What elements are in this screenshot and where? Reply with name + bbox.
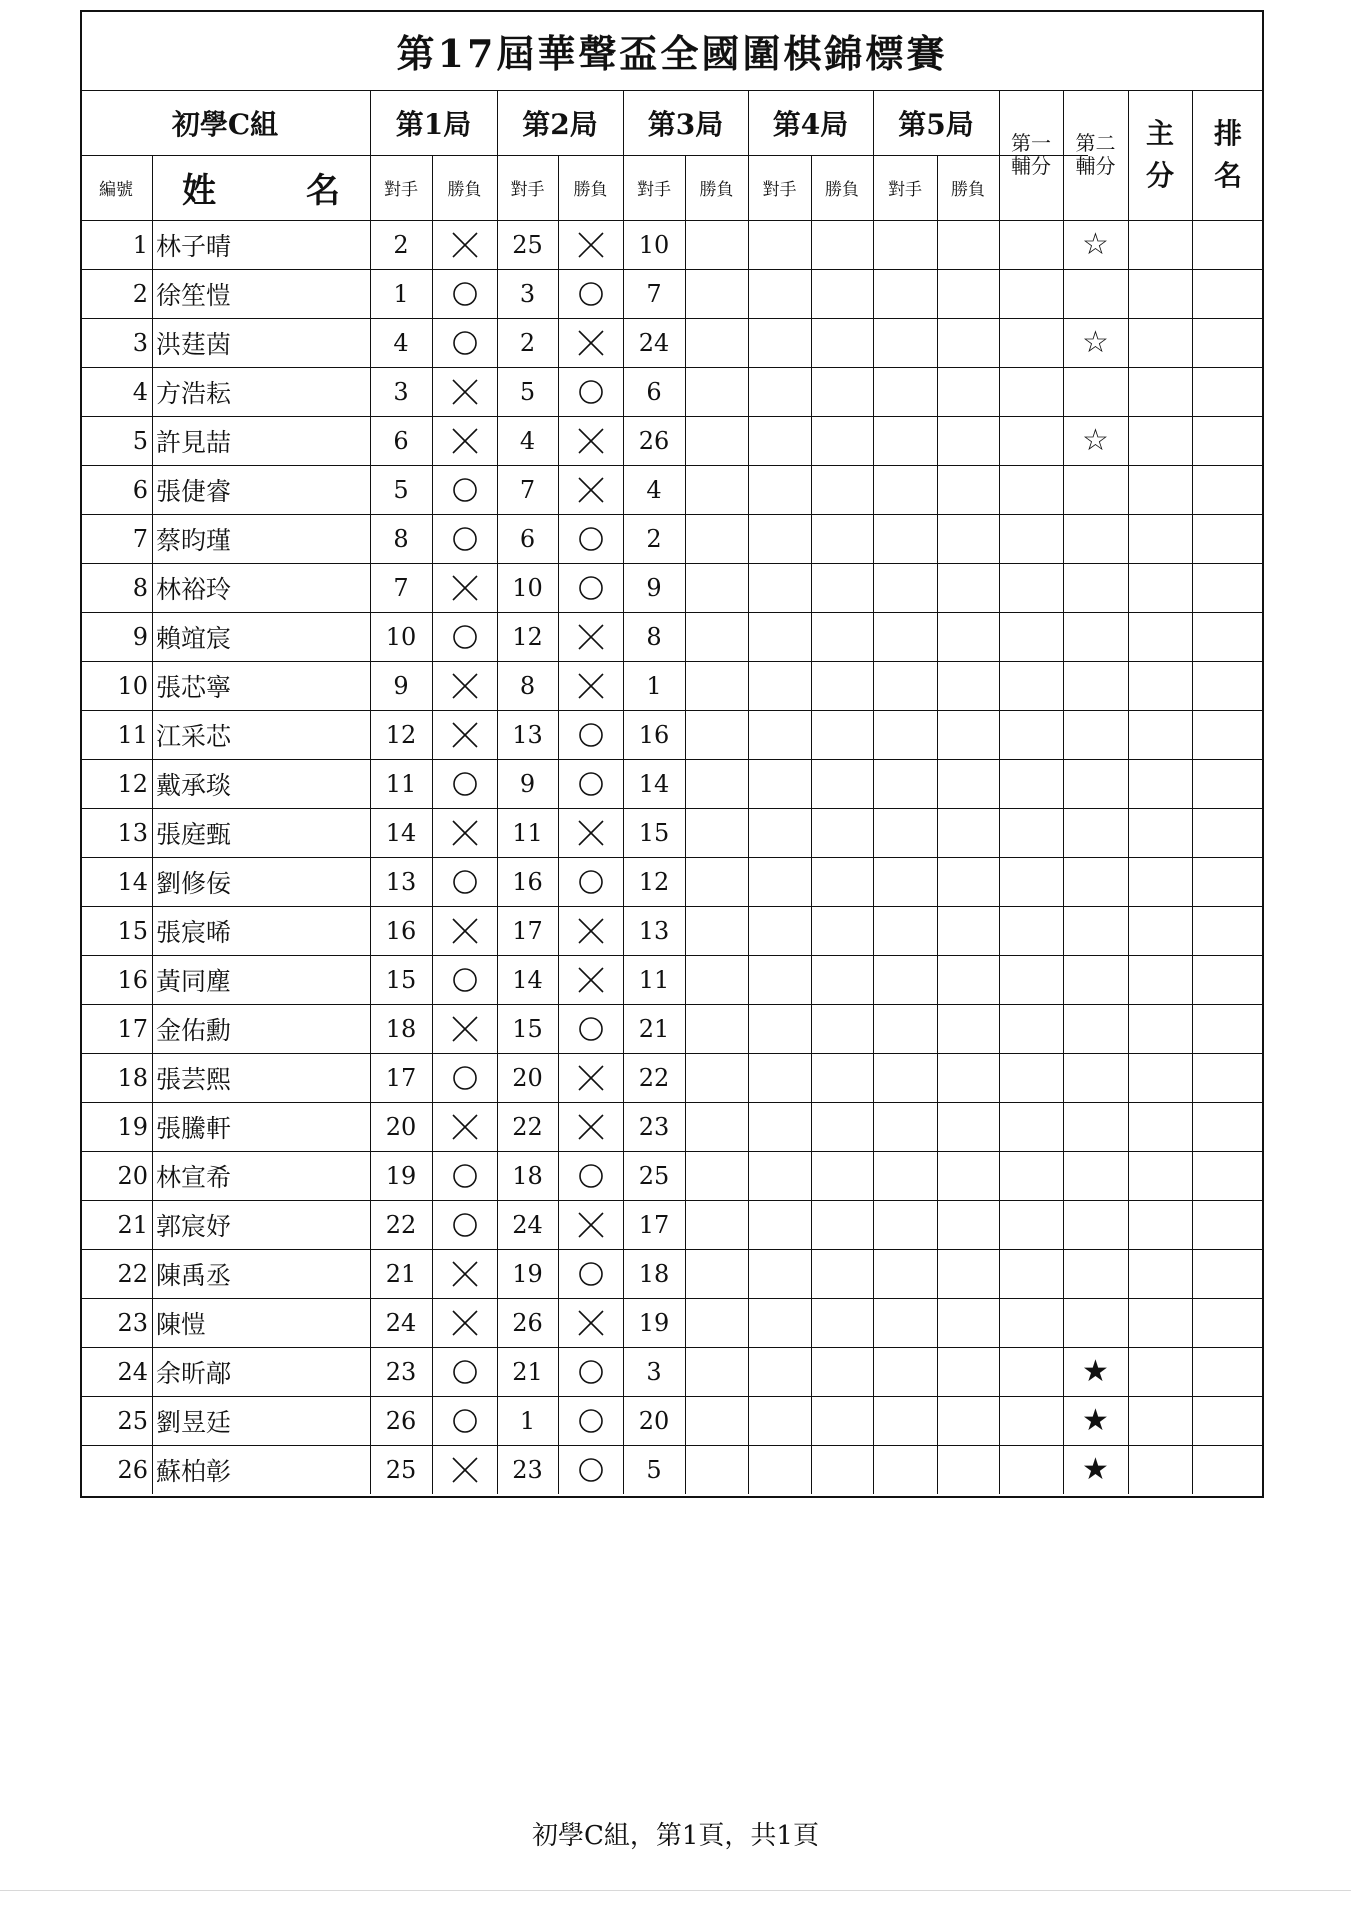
opponent-number: 16 xyxy=(385,916,417,945)
player-name: 林宣希 xyxy=(156,1162,232,1192)
player-number: 24 xyxy=(117,1357,148,1386)
game-result xyxy=(558,563,623,612)
player-name: 張宸晞 xyxy=(156,917,232,947)
grid-line xyxy=(748,90,749,1494)
player-number: 14 xyxy=(117,867,148,896)
game-result xyxy=(558,1396,623,1445)
player-number: 25 xyxy=(117,1406,148,1435)
loss-cross-icon xyxy=(450,1112,480,1142)
aux-score-1-header-line2: 輔分 xyxy=(1011,154,1051,178)
opponent-header: 對手 xyxy=(888,180,922,200)
player-name: 戴承琰 xyxy=(156,770,232,800)
player-name: 郭宸妤 xyxy=(156,1211,232,1241)
player-number: 11 xyxy=(117,720,148,749)
main-score-header-line2: 分 xyxy=(1145,159,1174,192)
game-result xyxy=(432,955,497,1004)
opponent-number: 14 xyxy=(512,965,543,994)
game-result xyxy=(432,1053,497,1102)
player-name: 江采芯 xyxy=(156,721,232,751)
opponent-number: 20 xyxy=(638,1406,670,1435)
game-result xyxy=(558,465,623,514)
round-header: 第3局 xyxy=(647,107,724,141)
loss-cross-icon xyxy=(450,377,480,407)
opponent-number: 7 xyxy=(646,279,662,308)
grid-line xyxy=(999,90,1000,1494)
game-result xyxy=(558,808,623,857)
loss-cross-icon xyxy=(450,671,480,701)
opponent-number: 22 xyxy=(512,1112,543,1141)
hollow-star-icon: ☆ xyxy=(1082,423,1109,458)
game-result xyxy=(558,1445,623,1494)
player-name: 張芯寧 xyxy=(156,672,232,702)
grid-line xyxy=(1128,90,1129,1494)
opponent-number: 18 xyxy=(638,1259,670,1288)
opponent-header: 對手 xyxy=(384,180,418,200)
win-circle-icon xyxy=(576,720,606,750)
filled-star-icon: ★ xyxy=(1082,1354,1109,1389)
main-score-header xyxy=(1128,90,1192,220)
player-number: 15 xyxy=(117,916,148,945)
opponent-number: 22 xyxy=(385,1210,417,1239)
opponent-number: 2 xyxy=(519,328,536,357)
opponent-number: 4 xyxy=(519,426,536,455)
opponent-number: 9 xyxy=(519,769,536,798)
page-footer: 初學C組，第1頁，共1頁 xyxy=(532,1821,819,1851)
opponent-number: 13 xyxy=(385,867,417,896)
win-circle-icon xyxy=(450,1063,480,1093)
player-number: 5 xyxy=(132,426,148,455)
opponent-number: 17 xyxy=(638,1210,670,1239)
game-result xyxy=(432,220,497,269)
opponent-number: 19 xyxy=(638,1308,670,1337)
result-header: 勝負 xyxy=(447,180,482,200)
loss-cross-icon xyxy=(576,1112,606,1142)
opponent-number: 10 xyxy=(638,230,670,259)
opponent-number: 1 xyxy=(519,1406,536,1435)
game-result xyxy=(432,416,497,465)
rank-header-line1: 排 xyxy=(1213,117,1242,150)
opponent-number: 15 xyxy=(638,818,670,847)
opponent-number: 4 xyxy=(646,475,662,504)
player-name: 余昕鄗 xyxy=(156,1358,232,1388)
opponent-number: 5 xyxy=(646,1455,662,1484)
win-circle-icon xyxy=(576,279,606,309)
player-name: 劉修佞 xyxy=(156,868,232,898)
opponent-number: 15 xyxy=(512,1014,543,1043)
tournament-title: 第17屆華聲盃全國圍棋錦標賽 xyxy=(396,30,948,76)
loss-cross-icon xyxy=(576,475,606,505)
player-number: 23 xyxy=(117,1308,148,1337)
opponent-number: 3 xyxy=(519,279,536,308)
game-result xyxy=(558,1298,623,1347)
game-result xyxy=(558,367,623,416)
name-header-char: 姓 xyxy=(182,171,216,211)
game-result xyxy=(432,1396,497,1445)
game-result xyxy=(432,269,497,318)
game-result xyxy=(558,1102,623,1151)
game-result xyxy=(432,710,497,759)
name-header-char: 名 xyxy=(306,171,340,211)
player-number: 7 xyxy=(132,524,148,553)
opponent-number: 8 xyxy=(646,622,662,651)
game-result xyxy=(558,416,623,465)
opponent-number: 6 xyxy=(393,426,409,455)
opponent-number: 13 xyxy=(512,720,543,749)
game-result xyxy=(558,1004,623,1053)
game-result xyxy=(432,808,497,857)
player-name: 張倢睿 xyxy=(156,476,232,506)
main-score-header-line1: 主 xyxy=(1145,117,1174,150)
opponent-number: 24 xyxy=(512,1210,543,1239)
player-name: 賴竩宸 xyxy=(156,623,232,653)
grid-line xyxy=(937,155,938,1494)
player-name: 張庭甄 xyxy=(156,819,232,849)
opponent-number: 24 xyxy=(385,1308,417,1337)
opponent-number: 6 xyxy=(519,524,536,553)
opponent-header: 對手 xyxy=(762,180,797,200)
player-number: 4 xyxy=(132,377,148,406)
opponent-number: 7 xyxy=(519,475,536,504)
opponent-number: 21 xyxy=(512,1357,543,1386)
game-result xyxy=(558,1053,623,1102)
player-name: 方浩耘 xyxy=(156,378,232,408)
loss-cross-icon xyxy=(576,671,606,701)
game-result xyxy=(558,710,623,759)
win-circle-icon xyxy=(450,965,480,995)
opponent-number: 15 xyxy=(385,965,417,994)
loss-cross-icon xyxy=(576,622,606,652)
opponent-number: 2 xyxy=(646,524,662,553)
round-header: 第5局 xyxy=(898,107,974,141)
game-result xyxy=(432,906,497,955)
game-result xyxy=(558,1151,623,1200)
player-number: 9 xyxy=(132,622,148,651)
player-number: 18 xyxy=(117,1063,148,1092)
opponent-number: 25 xyxy=(638,1161,670,1190)
win-circle-icon xyxy=(450,1357,480,1387)
game-result xyxy=(558,857,623,906)
player-name: 林子晴 xyxy=(156,231,232,261)
win-circle-icon xyxy=(450,1161,480,1191)
player-name: 金佑勳 xyxy=(156,1015,232,1045)
game-result xyxy=(558,759,623,808)
opponent-number: 20 xyxy=(385,1112,417,1141)
grid-line xyxy=(1063,90,1064,1494)
opponent-number: 12 xyxy=(385,720,417,749)
win-circle-icon xyxy=(576,867,606,897)
aux-score-1-header xyxy=(999,90,1063,220)
player-name: 徐笙愷 xyxy=(156,280,232,310)
opponent-number: 19 xyxy=(512,1259,543,1288)
opponent-number: 21 xyxy=(385,1259,417,1288)
result-header: 勝負 xyxy=(951,180,985,200)
group-name: 初學C組 xyxy=(171,107,279,141)
opponent-number: 11 xyxy=(638,965,670,994)
loss-cross-icon xyxy=(576,230,606,260)
game-result xyxy=(432,612,497,661)
player-number: 8 xyxy=(132,573,148,602)
opponent-number: 5 xyxy=(519,377,536,406)
opponent-header: 對手 xyxy=(510,180,545,200)
player-name: 蔡昀瑾 xyxy=(156,525,232,555)
player-name: 許見喆 xyxy=(156,427,232,457)
opponent-number: 8 xyxy=(393,524,409,553)
opponent-number: 9 xyxy=(393,671,409,700)
win-circle-icon xyxy=(450,475,480,505)
opponent-number: 4 xyxy=(393,328,409,357)
player-number: 21 xyxy=(117,1210,148,1239)
player-name: 林裕玲 xyxy=(156,574,232,604)
game-result xyxy=(432,759,497,808)
player-name: 劉昱廷 xyxy=(156,1407,232,1437)
opponent-number: 7 xyxy=(393,573,409,602)
win-circle-icon xyxy=(576,377,606,407)
round-header: 第2局 xyxy=(522,107,598,141)
game-result xyxy=(432,1445,497,1494)
game-result xyxy=(432,1200,497,1249)
aux-score-2-header-line2: 輔分 xyxy=(1075,154,1116,178)
opponent-number: 23 xyxy=(638,1112,670,1141)
result-header: 勝負 xyxy=(573,180,608,200)
opponent-number: 26 xyxy=(638,426,670,455)
win-circle-icon xyxy=(576,769,606,799)
game-result xyxy=(432,318,497,367)
opponent-number: 26 xyxy=(512,1308,543,1337)
opponent-number: 26 xyxy=(385,1406,417,1435)
game-result xyxy=(432,857,497,906)
grid-line xyxy=(811,155,812,1494)
opponent-number: 11 xyxy=(512,818,543,847)
player-number: 3 xyxy=(132,328,148,357)
player-name: 洪莛茵 xyxy=(156,329,232,359)
round-header: 第4局 xyxy=(772,107,849,141)
results-sheet xyxy=(80,10,1264,1498)
loss-cross-icon xyxy=(450,1455,480,1485)
win-circle-icon xyxy=(450,328,480,358)
game-result xyxy=(558,269,623,318)
opponent-number: 16 xyxy=(638,720,670,749)
opponent-number: 22 xyxy=(638,1063,670,1092)
filled-star-icon: ★ xyxy=(1082,1452,1109,1487)
opponent-number: 18 xyxy=(512,1161,543,1190)
round-header: 第1局 xyxy=(395,107,472,141)
player-number: 17 xyxy=(117,1014,148,1043)
number-header: 編號 xyxy=(99,180,133,200)
opponent-number: 23 xyxy=(512,1455,543,1484)
opponent-number: 3 xyxy=(393,377,409,406)
loss-cross-icon xyxy=(450,1308,480,1338)
loss-cross-icon xyxy=(576,426,606,456)
win-circle-icon xyxy=(576,1259,606,1289)
player-number: 13 xyxy=(117,818,148,847)
opponent-number: 12 xyxy=(512,622,543,651)
aux-score-2-header-line1: 第二 xyxy=(1075,131,1116,155)
grid-line xyxy=(873,90,874,1494)
opponent-number: 10 xyxy=(512,573,543,602)
opponent-number: 17 xyxy=(512,916,543,945)
game-result xyxy=(558,220,623,269)
win-circle-icon xyxy=(576,573,606,603)
win-circle-icon xyxy=(450,524,480,554)
name-header xyxy=(152,155,370,220)
player-name: 陳愷 xyxy=(156,1309,207,1339)
game-result xyxy=(432,1347,497,1396)
game-result xyxy=(558,1249,623,1298)
opponent-number: 5 xyxy=(393,475,409,504)
loss-cross-icon xyxy=(576,1210,606,1240)
loss-cross-icon xyxy=(576,1063,606,1093)
loss-cross-icon xyxy=(576,328,606,358)
game-result xyxy=(432,465,497,514)
loss-cross-icon xyxy=(576,965,606,995)
loss-cross-icon xyxy=(450,720,480,750)
game-result xyxy=(558,1347,623,1396)
opponent-number: 19 xyxy=(385,1161,417,1190)
game-result xyxy=(558,906,623,955)
loss-cross-icon xyxy=(576,818,606,848)
opponent-number: 25 xyxy=(512,230,543,259)
opponent-number: 14 xyxy=(385,818,417,847)
loss-cross-icon xyxy=(450,426,480,456)
opponent-number: 25 xyxy=(385,1455,417,1484)
loss-cross-icon xyxy=(450,573,480,603)
opponent-number: 3 xyxy=(646,1357,662,1386)
player-number: 16 xyxy=(117,965,148,994)
win-circle-icon xyxy=(450,1406,480,1436)
win-circle-icon xyxy=(450,1210,480,1240)
aux-score-1-header-line1: 第一 xyxy=(1011,131,1051,155)
opponent-number: 14 xyxy=(638,769,670,798)
win-circle-icon xyxy=(576,1406,606,1436)
opponent-number: 9 xyxy=(646,573,662,602)
game-result xyxy=(432,661,497,710)
opponent-number: 24 xyxy=(638,328,670,357)
opponent-number: 13 xyxy=(638,916,670,945)
loss-cross-icon xyxy=(450,1259,480,1289)
loss-cross-icon xyxy=(450,1014,480,1044)
opponent-number: 12 xyxy=(638,867,670,896)
opponent-number: 1 xyxy=(646,671,662,700)
opponent-number: 1 xyxy=(393,279,409,308)
loss-cross-icon xyxy=(450,230,480,260)
grid-line xyxy=(685,155,686,1494)
win-circle-icon xyxy=(450,279,480,309)
game-result xyxy=(558,661,623,710)
game-result xyxy=(432,1298,497,1347)
game-result xyxy=(432,1004,497,1053)
loss-cross-icon xyxy=(576,916,606,946)
loss-cross-icon xyxy=(576,1308,606,1338)
game-result xyxy=(558,955,623,1004)
player-number: 12 xyxy=(117,769,148,798)
player-number: 6 xyxy=(132,475,148,504)
game-result xyxy=(432,1151,497,1200)
game-result xyxy=(432,514,497,563)
opponent-number: 6 xyxy=(646,377,662,406)
opponent-number: 10 xyxy=(385,622,417,651)
rank-header xyxy=(1192,90,1264,220)
win-circle-icon xyxy=(450,622,480,652)
win-circle-icon xyxy=(576,1357,606,1387)
opponent-number: 8 xyxy=(519,671,536,700)
player-name: 蘇柏彰 xyxy=(156,1456,232,1486)
loss-cross-icon xyxy=(450,916,480,946)
opponent-number: 11 xyxy=(385,769,417,798)
win-circle-icon xyxy=(450,769,480,799)
player-number: 26 xyxy=(117,1455,148,1484)
loss-cross-icon xyxy=(450,818,480,848)
player-number: 2 xyxy=(132,279,148,308)
game-result xyxy=(558,514,623,563)
player-number: 19 xyxy=(117,1112,148,1141)
aux-score-2-header xyxy=(1063,90,1128,220)
opponent-number: 23 xyxy=(385,1357,417,1386)
hollow-star-icon: ☆ xyxy=(1082,227,1109,262)
opponent-number: 2 xyxy=(393,230,409,259)
player-name: 張騰軒 xyxy=(156,1113,232,1143)
opponent-number: 21 xyxy=(638,1014,670,1043)
player-name: 陳禹丞 xyxy=(156,1260,232,1290)
game-result xyxy=(432,367,497,416)
game-result xyxy=(558,318,623,367)
win-circle-icon xyxy=(576,1014,606,1044)
opponent-number: 16 xyxy=(512,867,543,896)
win-circle-icon xyxy=(576,1455,606,1485)
win-circle-icon xyxy=(576,1161,606,1191)
rank-header-line2: 名 xyxy=(1213,159,1242,192)
game-result xyxy=(558,1200,623,1249)
result-header: 勝負 xyxy=(699,180,734,200)
player-number: 20 xyxy=(117,1161,148,1190)
hollow-star-icon: ☆ xyxy=(1082,325,1109,360)
game-result xyxy=(432,1249,497,1298)
player-number: 1 xyxy=(132,230,148,259)
game-result xyxy=(432,1102,497,1151)
game-result xyxy=(558,612,623,661)
player-name: 黃同塵 xyxy=(156,966,232,996)
opponent-number: 20 xyxy=(512,1063,543,1092)
result-header: 勝負 xyxy=(825,180,859,200)
game-result xyxy=(432,563,497,612)
grid-line xyxy=(1192,90,1193,1494)
opponent-number: 18 xyxy=(385,1014,417,1043)
opponent-number: 17 xyxy=(385,1063,417,1092)
opponent-header: 對手 xyxy=(637,180,671,200)
player-number: 22 xyxy=(117,1259,148,1288)
scan-edge-line xyxy=(0,1890,1351,1891)
player-number: 10 xyxy=(117,671,148,700)
player-name: 張芸熙 xyxy=(156,1064,232,1094)
win-circle-icon xyxy=(450,867,480,897)
win-circle-icon xyxy=(576,524,606,554)
filled-star-icon: ★ xyxy=(1082,1403,1109,1438)
